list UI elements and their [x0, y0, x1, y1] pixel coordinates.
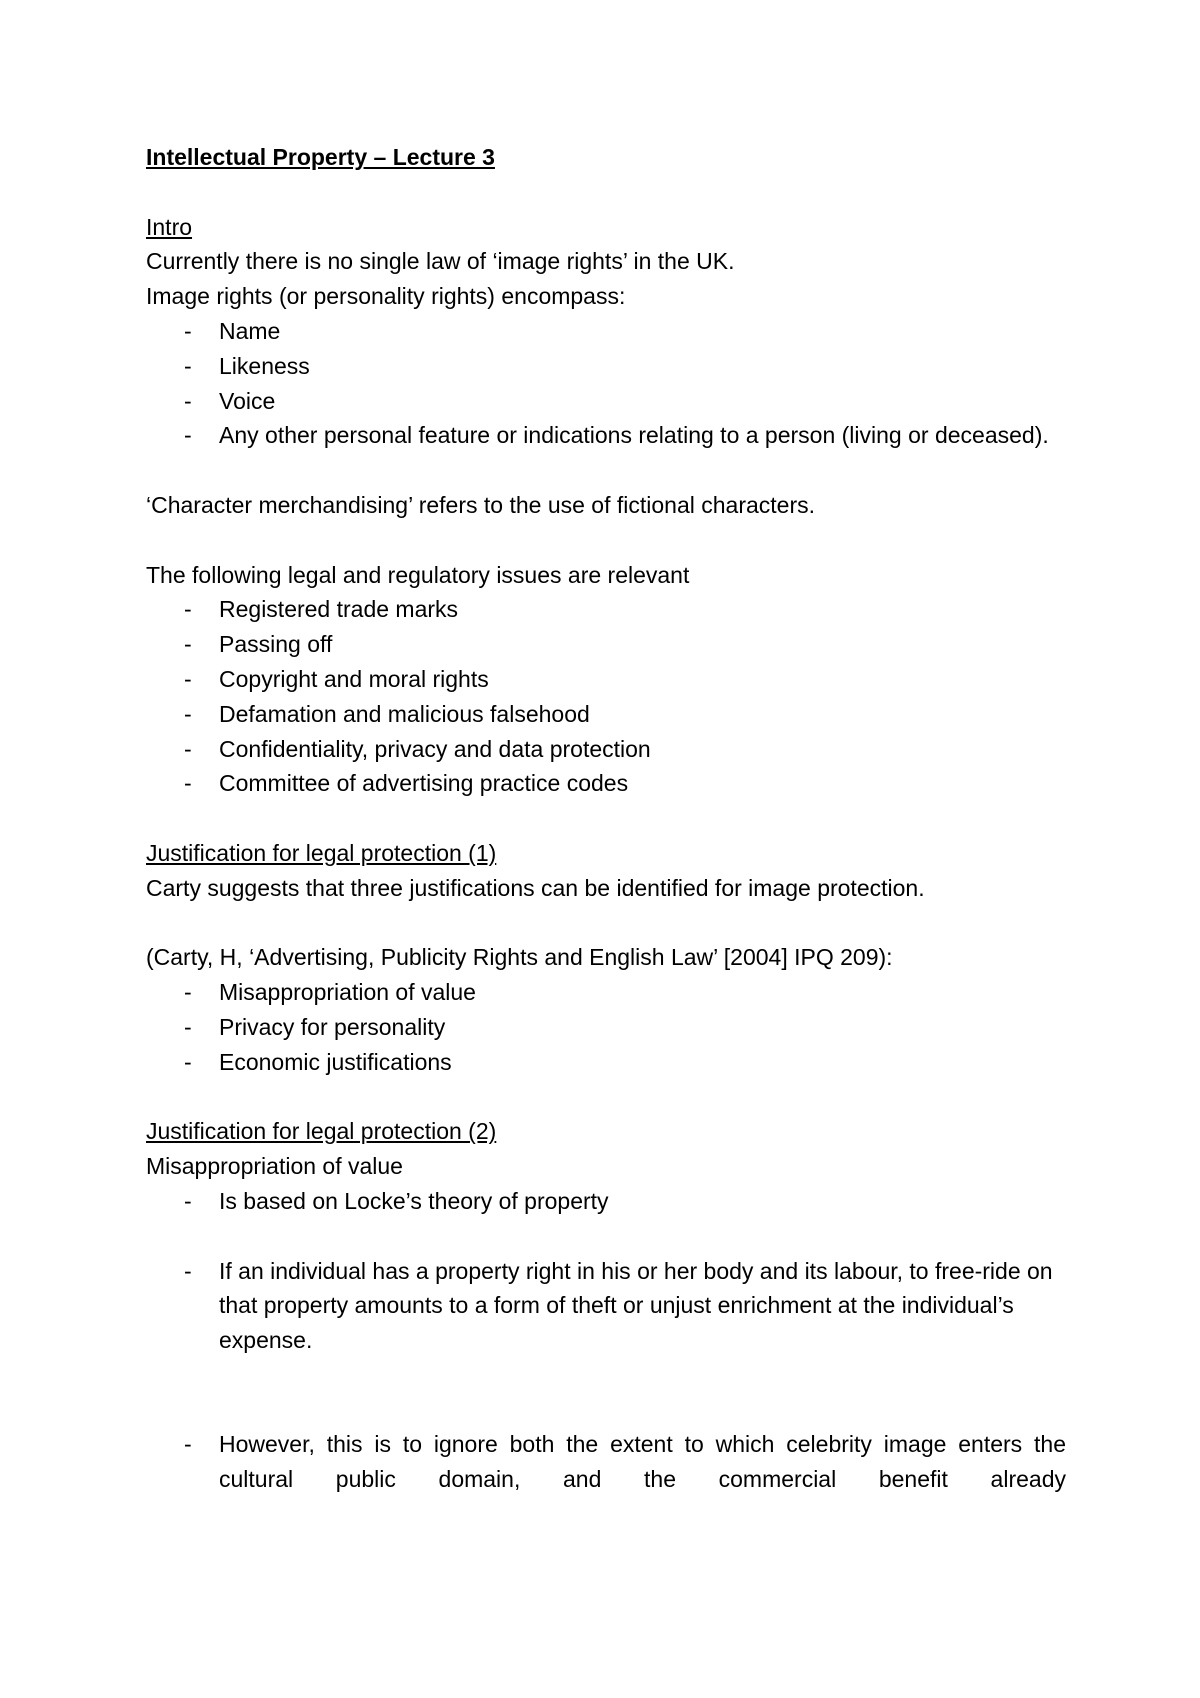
issues-intro-line: The following legal and regulatory issues are relevant	[146, 561, 690, 588]
list-item: - Name	[146, 314, 1066, 349]
list-item: - Voice	[146, 384, 1066, 419]
list-item: - Copyright and moral rights	[146, 662, 1066, 697]
document-page	[146, 140, 1066, 1497]
misappropriation-list-2	[146, 1254, 1066, 1358]
intro-heading: Intro	[146, 213, 193, 240]
list-item: - Is based on Locke’s theory of property	[146, 1184, 1066, 1219]
list-item: - Confidentiality, privacy and data protection	[146, 732, 1066, 767]
list-item: - Likeness	[146, 349, 1066, 384]
justifications-list	[146, 975, 1066, 1079]
justification-1-heading: Justification for legal protection (1)	[146, 839, 497, 866]
document-title: Intellectual Property – Lecture 3	[146, 144, 495, 170]
list-item: - Any other personal feature or indications relating to a person (living or deceased).	[146, 418, 1066, 453]
list-item: - If an individual has a property right in his or her body and its labour, to free-ride on that property amounts to a form of theft or unjust enrichment at the individual’s expense.	[146, 1254, 1066, 1358]
justification-1-line: Carty suggests that three justifications can be identified for image protection.	[146, 874, 925, 901]
carty-citation: (Carty, H, ‘Advertising, Publicity Rights and English Law’ [2004] IPQ 209):	[146, 944, 893, 971]
intro-line-1: Currently there is no single law of ‘image rights’ in the UK.	[146, 248, 735, 275]
list-item: - Economic justifications	[146, 1045, 1066, 1080]
intro-line-2: Image rights (or personality rights) encompass:	[146, 283, 626, 310]
issues-list	[146, 592, 1066, 801]
misappropriation-subheading: Misappropriation of value	[146, 1153, 403, 1180]
character-merchandising-line: ‘Character merchandising’ refers to the use of fictional characters.	[146, 491, 816, 518]
justification-2-heading: Justification for legal protection (2)	[146, 1118, 497, 1145]
misappropriation-list-1	[146, 1184, 1066, 1219]
image-rights-list	[146, 314, 1066, 453]
list-item: - Misappropriation of value	[146, 975, 1066, 1010]
list-item: - Committee of advertising practice codes	[146, 766, 1066, 801]
misappropriation-list-3	[146, 1427, 1066, 1497]
list-item: - Registered trade marks	[146, 592, 1066, 627]
list-item: - However, this is to ignore both the extent to which celebrity image enters the cultural public domain, and the commercial benefit already	[146, 1427, 1066, 1497]
list-item: - Defamation and malicious falsehood	[146, 697, 1066, 732]
list-item: - Privacy for personality	[146, 1010, 1066, 1045]
list-item: - Passing off	[146, 627, 1066, 662]
